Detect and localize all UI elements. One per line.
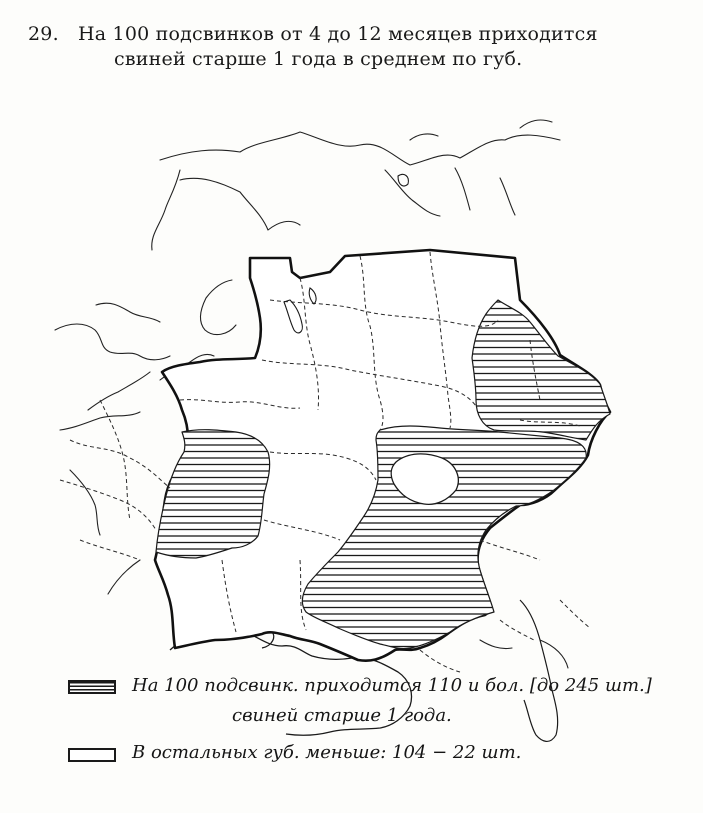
legend-plain-swatch — [68, 748, 116, 762]
legend-hatched-line-1: На 100 подсвинк. приходится 110 и бол. [до 245 шт.] — [132, 675, 652, 696]
region-northeast — [472, 300, 610, 440]
legend-hatched-swatch — [68, 680, 116, 694]
caspian-sea — [520, 600, 558, 741]
legend-hatched-line-2: свиней старше 1 года. — [232, 705, 452, 726]
figure-number: 29. — [28, 23, 59, 45]
region-west — [156, 430, 270, 558]
title-line-1: На 100 подсвинков от 4 до 12 месяцев приходится — [78, 23, 598, 45]
title-line-2: свиней старше 1 года в среднем по губ. — [114, 48, 523, 70]
legend-plain-line-1: В остальных губ. меньше: 104 − 22 шт. — [132, 742, 522, 763]
